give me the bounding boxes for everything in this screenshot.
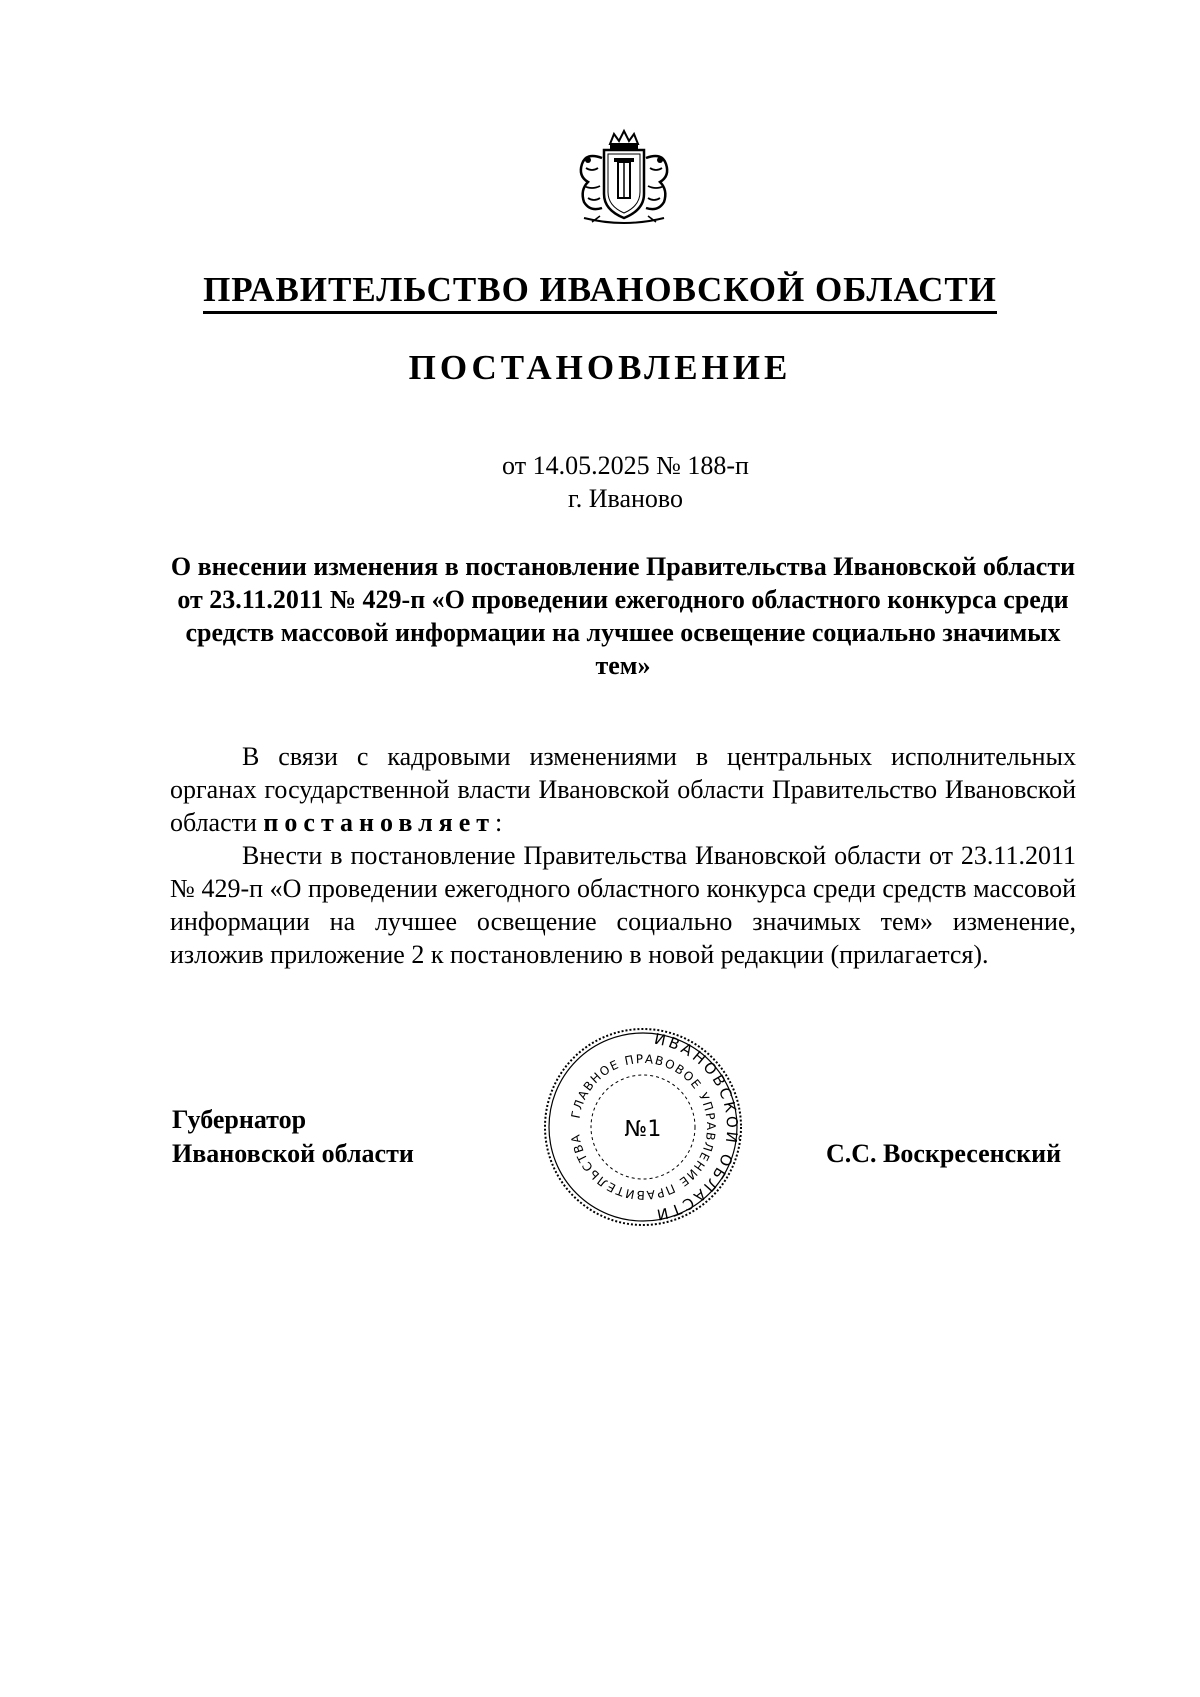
signatory-position (172, 1103, 414, 1171)
body-p1-colon: : (495, 808, 503, 837)
government-title-text: ПРАВИТЕЛЬСТВО ИВАНОВСКОЙ ОБЛАСТИ (203, 270, 997, 314)
government-title (0, 268, 1200, 312)
resolves-word: постановляет (263, 808, 496, 837)
body-paragraph-1 (170, 740, 1076, 839)
city: г. Иваново (568, 484, 683, 513)
position-line-2: Ивановской области (172, 1139, 414, 1168)
body-paragraph-2: Внести в постановление Правительства Ивановской области от 23.11.2011 № 429-п «О проведении ежегодного областного конкурса среди средств массовой информации на лучшее освещение социально значимых тем» изменение, изложив приложение 2 к постановлению в новой редакции (прилагается). (170, 841, 1076, 969)
svg-text:№1: №1 (624, 1117, 662, 1142)
date-number: от 14.05.2025 № 188-п (502, 451, 749, 480)
document-type: ПОСТАНОВЛЕНИЕ (408, 348, 792, 387)
signatory-name: С.С. Воскресенский (826, 1139, 1062, 1168)
svg-text:ИВАНОВСКОЙ ОБЛАСТИ: ИВАНОВСКОЙ ОБЛАСТИ (652, 1029, 742, 1225)
coat-of-arms-icon (564, 128, 684, 230)
official-stamp-icon (542, 1026, 744, 1228)
body-p1-text: В связи с кадровыми изменениями в центральных исполнительных органах государственной власти Ивановской области Правительство Ивановской области (170, 742, 1076, 837)
position-line-1: Губернатор (172, 1105, 307, 1134)
document-subject: О внесении изменения в постановление Правительства Ивановской области от 23.11.2011 № 429-п «О проведении ежегодного областного конкурса среди средств массовой информации на лучшее освещение социально значимых тем» (170, 552, 1076, 680)
document-body (170, 740, 1076, 971)
svg-text:ГЛАВНОЕ ПРАВОВОЕ УПРАВЛЕНИЕ ПР: ГЛАВНОЕ ПРАВОВОЕ УПРАВЛЕНИЕ ПРАВИТЕЛЬСТВА (568, 1051, 719, 1203)
